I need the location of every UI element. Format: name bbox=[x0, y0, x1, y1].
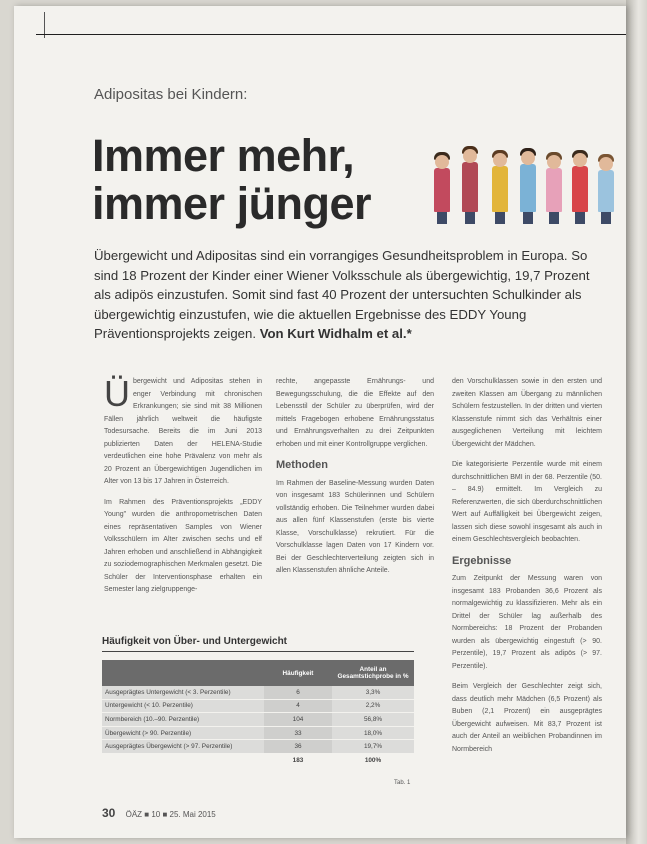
row-label: Übergewicht (> 90. Perzentile) bbox=[102, 726, 264, 740]
row-label: Untergewicht (< 10. Perzentile) bbox=[102, 699, 264, 713]
row-label: Ausgeprägtes Untergewicht (< 3. Perzentile) bbox=[102, 686, 264, 699]
row-count: 6 bbox=[264, 686, 332, 699]
row-percent: 19,7% bbox=[332, 740, 414, 754]
row-percent: 18,0% bbox=[332, 726, 414, 740]
row-percent: 56,8% bbox=[332, 713, 414, 727]
table-caption: Tab. 1 bbox=[394, 780, 411, 786]
paragraph: Im Rahmen der Baseline-Messung wurden Daten von insgesamt 183 Schülerinnen und Schülern vollständig erhoben. Die Teilnehmer wurden dabei aus allen fünf Klassenstufen (erste bis vierte Klasse, Vorschulklasse) rekrutiert. Für die Vorschulklasse lagen Daten von 17 Kindern vor. Bei der Geschlechterverteilung zeigten sich in allen Klassenstufen ähnliche Anteile. bbox=[276, 479, 434, 574]
issue-info: ÖÄZ ■ 10 ■ 25. Mai 2015 bbox=[125, 810, 216, 819]
table-header-cell: Anteil an Gesamtstichprobe in % bbox=[332, 660, 414, 686]
paragraph: Zum Zeitpunkt der Messung waren von insgesamt 183 Probanden 36,6 Prozent als normalgewichtig zu klassifizieren. Mehr als ein Drittel der Schüler lag außerhalb des Normbereichs: 18 Prozent der Probanden wurden als übergewichtig eingestuft (> 90. Perzentile), 19,7 Prozent als adipös (> 97. Perzentile). bbox=[452, 575, 602, 670]
table-row bbox=[102, 740, 414, 754]
table-total-row bbox=[102, 753, 414, 767]
paragraph: rechte, angepasste Ernährungs- und Bewegungsschulung, die die Effekte auf den Lebensstil der Schüler zu überprüfen, wird der mittels Fragebogen erhobene Ernährungsstatus und Ernährungsverhalten zu drei Zeitpunkten erhoben und mit einer Kontrollgruppe verglichen. bbox=[276, 378, 434, 448]
top-rule bbox=[36, 34, 626, 35]
drop-cap: Ü bbox=[104, 373, 130, 414]
kicker: Adipositas bei Kindern: bbox=[94, 86, 248, 103]
table-rule bbox=[102, 651, 414, 652]
child-figure bbox=[462, 162, 478, 212]
row-label: Normbereich (10.–90. Perzentile) bbox=[102, 713, 264, 727]
child-figure bbox=[492, 166, 508, 212]
paragraph: den Vorschulklassen sowie in den ersten und zweiten Klassen am Übergang zu männlichen Schülern festzustellen. In der dritten und vierten Klassenstufe nimmt sich das Verhältnis einer ausgeglichenen Verteilung mit leichtem Übergewicht der Mädchen. bbox=[452, 378, 602, 448]
headline-line-2: immer jünger bbox=[92, 178, 372, 229]
table-header-row bbox=[102, 660, 414, 686]
byline: Von Kurt Widhalm et al.* bbox=[259, 326, 412, 342]
frequency-table bbox=[102, 660, 414, 768]
children-photo bbox=[422, 86, 626, 224]
row-count: 104 bbox=[264, 713, 332, 727]
lead-paragraph bbox=[94, 246, 594, 344]
headline bbox=[92, 132, 432, 228]
table-title: Häufigkeit von Über- und Untergewicht bbox=[102, 636, 288, 647]
section-heading-methoden: Methoden bbox=[276, 459, 328, 471]
table-row bbox=[102, 713, 414, 727]
body-column-1 bbox=[104, 373, 262, 605]
total-label bbox=[102, 753, 264, 767]
table-header-cell: Häufigkeit bbox=[264, 660, 332, 686]
row-percent: 2,2% bbox=[332, 699, 414, 713]
row-count: 33 bbox=[264, 726, 332, 740]
child-figure bbox=[434, 168, 450, 212]
paragraph: Im Rahmen des Präventionsprojekts „EDDY Young" wurden die anthropometrischen Daten eines repräsentativen Samples von Wiener Volksschülern im Alter zwischen sechs und elf Jahren erhoben und anschließend in Abhängigkeit zu soziodemographischen Merkmalen gesetzt. Die Schüler der Interventionsphase erhalten ein Semester lang zielgruppenge- bbox=[104, 498, 262, 593]
child-figure bbox=[546, 168, 562, 212]
section-heading-ergebnisse: Ergebnisse bbox=[452, 554, 512, 567]
row-percent: 3,3% bbox=[332, 686, 414, 699]
row-count: 36 bbox=[264, 740, 332, 754]
child-figure bbox=[572, 166, 588, 212]
lead-text: Übergewicht und Adipositas sind ein vorrangiges Gesundheitsproblem in Europa. So sind 18 Prozent der Kinder einer Wiener Volksschule als übergewichtig, 19,7 Prozent als adipös einzustufen. Somit sind fast 40 Prozent der untersuchten Schulkinder als übergewichtig einzustufen, wie die aktuellen Ergebnisse des EDDY Young Präventionsprojekts zeigen. bbox=[94, 248, 590, 342]
table-row bbox=[102, 726, 414, 740]
total-percent: 100% bbox=[332, 753, 414, 767]
page-footer bbox=[102, 806, 216, 820]
body-column-3 bbox=[452, 376, 602, 764]
table-row bbox=[102, 699, 414, 713]
row-label: Ausgeprägtes Übergewicht (> 97. Perzentile) bbox=[102, 740, 264, 754]
row-count: 4 bbox=[264, 699, 332, 713]
headline-line-1: Immer mehr, bbox=[92, 130, 355, 181]
total-count: 183 bbox=[264, 753, 332, 767]
page-number: 30 bbox=[102, 806, 116, 820]
table-row bbox=[102, 686, 414, 699]
child-figure bbox=[598, 170, 614, 212]
table-header-cell bbox=[102, 660, 264, 686]
magazine-page bbox=[14, 6, 626, 838]
adjacent-page-edge bbox=[626, 0, 647, 844]
paragraph: Übergewicht und Adipositas stehen in enger Verbindung mit chronischen Erkrankungen; sie sind mit 38 Millionen Fällen jährlich weltweit die häufigste Todesursache. Bereits die im Juni 2013 publizierten Daten der HELENA-Studie verdeutlichen eine hohe Prävalenz von mehr als 20 Prozent an Übergewichtigen Jugendlichen im Alter von 13 bis 17 Jahren in Österreich. bbox=[104, 373, 262, 485]
paragraph: Die kategorisierte Perzentile wurde mit einem durchschnittlichen BMI in der 68. Perzentile (50. – 84.9) ermittelt. Im Vergleich zu Referenzwerten, die sich überdurchschnittlichen Wert auf Auffälligkeit bei Übergewicht zeigen, lassen sich diese sowohl insgesamt als auch in einem Geschlechtsvergleich beobachten. bbox=[452, 461, 602, 543]
child-figure bbox=[520, 164, 536, 212]
body-column-2 bbox=[276, 376, 434, 586]
paragraph: Beim Vergleich der Geschlechter zeigt sich, dass deutlich mehr Mädchen (6,5 Prozent) als Buben (2,1 Prozent) ein ausgeprägtes Übergewicht aufweisen. Mit 83,7 Prozent ist auch der Anteil an weiblichen Probandinnen im Normbereich bbox=[452, 683, 602, 753]
